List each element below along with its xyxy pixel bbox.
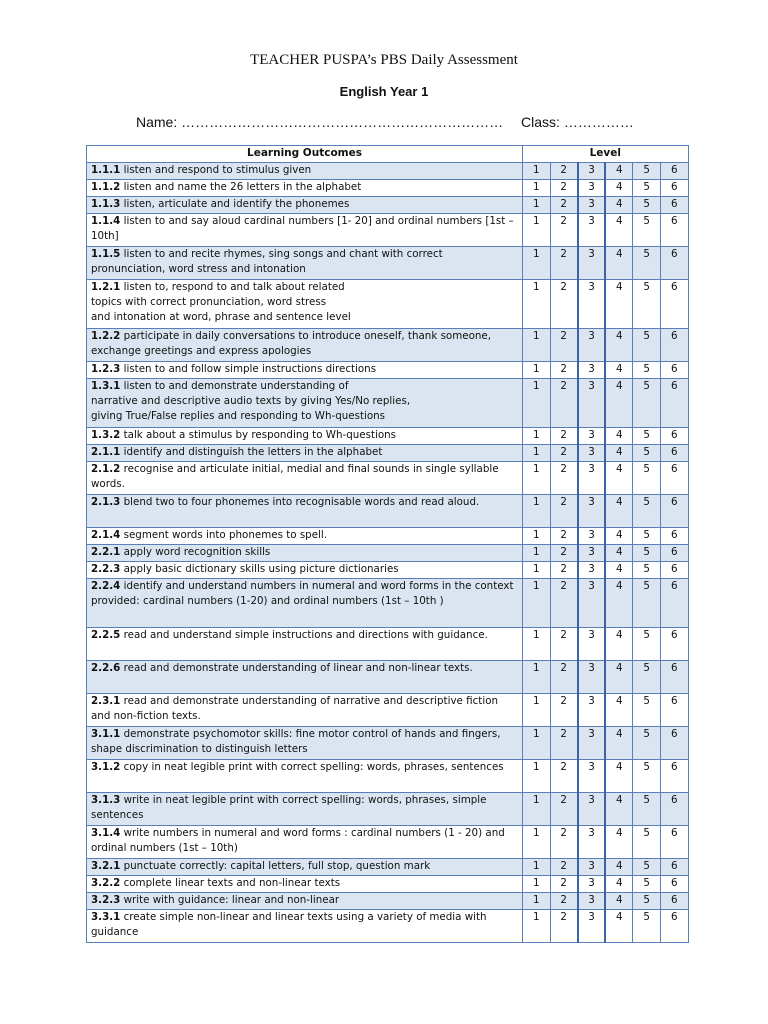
- level-cell-3[interactable]: 3: [578, 628, 606, 661]
- outcome-cell: [87, 793, 523, 826]
- outcome-text: identify and understand numbers in numeral and word forms in the context provided: cardinal numbers (1-20) and ordinal numbers (1st – 10th ): [91, 580, 514, 607]
- level-cell-1[interactable]: 1: [523, 727, 551, 760]
- level-cell-2[interactable]: 2: [550, 197, 578, 214]
- level-cell-5[interactable]: 5: [633, 545, 661, 562]
- level-cell-5[interactable]: 5: [633, 876, 661, 893]
- level-cell-3[interactable]: 3: [578, 876, 606, 893]
- outcome-cell: [87, 562, 523, 579]
- outcome-cell: [87, 579, 523, 628]
- level-cell-1[interactable]: 1: [523, 760, 551, 793]
- outcome-code: 2.2.5: [91, 629, 121, 641]
- header-level: Level: [523, 146, 689, 163]
- level-cell-1[interactable]: 1: [523, 661, 551, 694]
- table-row: [87, 562, 689, 579]
- level-cell-6[interactable]: 6: [660, 495, 688, 528]
- outcome-text: listen to, respond to and talk about related topics with correct pronunciation, word stress and intonation at word, phrase and sentence level: [91, 281, 351, 323]
- level-cell-6[interactable]: 6: [660, 694, 688, 727]
- outcome-code: 3.2.2: [91, 877, 121, 889]
- level-cell-4[interactable]: 4: [605, 462, 633, 495]
- level-cell-3[interactable]: 3: [578, 893, 606, 910]
- outcome-text: listen, articulate and identify the phonemes: [120, 198, 350, 210]
- level-cell-5[interactable]: 5: [633, 280, 661, 329]
- level-cell-6[interactable]: 6: [660, 528, 688, 545]
- level-cell-6[interactable]: 6: [660, 661, 688, 694]
- level-cell-5[interactable]: 5: [633, 445, 661, 462]
- outcome-text: participate in daily conversations to introduce oneself, thank someone, exchange greetings and express apologies: [91, 330, 492, 357]
- table-row: [87, 445, 689, 462]
- level-cell-5[interactable]: 5: [633, 727, 661, 760]
- level-cell-1[interactable]: 1: [523, 362, 551, 379]
- outcome-cell: [87, 163, 523, 180]
- level-cell-3[interactable]: 3: [578, 329, 606, 362]
- level-cell-2[interactable]: 2: [550, 661, 578, 694]
- level-cell-1[interactable]: 1: [523, 180, 551, 197]
- level-cell-6[interactable]: 6: [660, 445, 688, 462]
- class-dots: ……………: [563, 114, 634, 130]
- level-cell-1[interactable]: 1: [523, 214, 551, 247]
- level-cell-3[interactable]: 3: [578, 694, 606, 727]
- level-cell-3[interactable]: 3: [578, 859, 606, 876]
- level-cell-4[interactable]: 4: [605, 247, 633, 280]
- outcome-text: write numbers in numeral and word forms : cardinal numbers (1 - 20) and ordinal numbers (1st – 10th): [91, 827, 505, 854]
- level-cell-4[interactable]: 4: [605, 545, 633, 562]
- level-cell-3[interactable]: 3: [578, 579, 606, 628]
- outcome-code: 1.1.2: [91, 181, 121, 193]
- level-cell-6[interactable]: 6: [660, 197, 688, 214]
- outcome-cell: [87, 760, 523, 793]
- level-cell-3[interactable]: 3: [578, 826, 606, 859]
- level-cell-6[interactable]: 6: [660, 628, 688, 661]
- outcome-code: 1.3.1: [91, 380, 121, 392]
- level-cell-1[interactable]: 1: [523, 247, 551, 280]
- table-row: [87, 661, 689, 694]
- name-class-line: [136, 114, 696, 130]
- outcome-code: 3.2.1: [91, 860, 121, 872]
- level-cell-4[interactable]: 4: [605, 362, 633, 379]
- level-cell-2[interactable]: 2: [550, 528, 578, 545]
- level-cell-3[interactable]: 3: [578, 495, 606, 528]
- table-row: [87, 760, 689, 793]
- outcome-text: apply basic dictionary skills using picture dictionaries: [120, 563, 399, 575]
- level-cell-3[interactable]: 3: [578, 180, 606, 197]
- outcome-text: recognise and articulate initial, medial and final sounds in single syllable words.: [91, 463, 499, 490]
- table-row: [87, 362, 689, 379]
- level-cell-4[interactable]: 4: [605, 579, 633, 628]
- level-cell-1[interactable]: 1: [523, 893, 551, 910]
- level-cell-1[interactable]: 1: [523, 694, 551, 727]
- outcome-cell: [87, 214, 523, 247]
- level-cell-4[interactable]: 4: [605, 379, 633, 428]
- outcome-code: 3.1.1: [91, 728, 121, 740]
- table-row: [87, 876, 689, 893]
- level-cell-1[interactable]: 1: [523, 462, 551, 495]
- outcome-code: 2.2.6: [91, 662, 121, 674]
- outcome-code: 3.3.1: [91, 911, 121, 923]
- level-cell-6[interactable]: 6: [660, 910, 688, 943]
- table-row: [87, 910, 689, 943]
- outcome-cell: [87, 893, 523, 910]
- level-cell-3[interactable]: 3: [578, 793, 606, 826]
- outcome-code: 2.2.1: [91, 546, 121, 558]
- level-cell-2[interactable]: 2: [550, 462, 578, 495]
- level-cell-3[interactable]: 3: [578, 462, 606, 495]
- outcome-code: 2.2.4: [91, 580, 121, 592]
- level-cell-1[interactable]: 1: [523, 859, 551, 876]
- level-cell-2[interactable]: 2: [550, 362, 578, 379]
- level-cell-1[interactable]: 1: [523, 445, 551, 462]
- outcome-code: 1.2.3: [91, 363, 121, 375]
- outcome-text: listen and name the 26 letters in the alphabet: [120, 181, 362, 193]
- outcome-cell: [87, 379, 523, 428]
- level-cell-5[interactable]: 5: [633, 163, 661, 180]
- level-cell-2[interactable]: 2: [550, 826, 578, 859]
- level-cell-6[interactable]: 6: [660, 163, 688, 180]
- level-cell-6[interactable]: 6: [660, 562, 688, 579]
- outcome-cell: [87, 727, 523, 760]
- level-cell-5[interactable]: 5: [633, 579, 661, 628]
- level-cell-6[interactable]: 6: [660, 826, 688, 859]
- level-cell-1[interactable]: 1: [523, 545, 551, 562]
- outcome-text: read and demonstrate understanding of linear and non-linear texts.: [120, 662, 473, 674]
- outcome-code: 1.2.1: [91, 281, 121, 293]
- level-cell-5[interactable]: 5: [633, 495, 661, 528]
- level-cell-3[interactable]: 3: [578, 379, 606, 428]
- level-cell-6[interactable]: 6: [660, 329, 688, 362]
- level-cell-2[interactable]: 2: [550, 280, 578, 329]
- level-cell-6[interactable]: 6: [660, 893, 688, 910]
- name-dots: ……………………………………………………………: [181, 114, 504, 130]
- level-cell-4[interactable]: 4: [605, 661, 633, 694]
- level-cell-5[interactable]: 5: [633, 247, 661, 280]
- level-cell-2[interactable]: 2: [550, 545, 578, 562]
- table-row: [87, 163, 689, 180]
- level-cell-5[interactable]: 5: [633, 197, 661, 214]
- level-cell-2[interactable]: 2: [550, 428, 578, 445]
- learning-outcomes-table: [86, 145, 689, 943]
- level-cell-5[interactable]: 5: [633, 910, 661, 943]
- level-cell-4[interactable]: 4: [605, 163, 633, 180]
- level-cell-4[interactable]: 4: [605, 445, 633, 462]
- level-cell-1[interactable]: 1: [523, 826, 551, 859]
- level-cell-5[interactable]: 5: [633, 214, 661, 247]
- outcome-code: 3.1.4: [91, 827, 121, 839]
- outcome-code: 1.1.5: [91, 248, 121, 260]
- outcome-cell: [87, 462, 523, 495]
- level-cell-3[interactable]: 3: [578, 445, 606, 462]
- level-cell-2[interactable]: 2: [550, 163, 578, 180]
- level-cell-5[interactable]: 5: [633, 379, 661, 428]
- table-row: [87, 214, 689, 247]
- level-cell-2[interactable]: 2: [550, 379, 578, 428]
- level-cell-3[interactable]: 3: [578, 247, 606, 280]
- outcome-code: 2.1.4: [91, 529, 121, 541]
- level-cell-6[interactable]: 6: [660, 379, 688, 428]
- outcome-code: 1.1.1: [91, 164, 121, 176]
- outcome-cell: [87, 528, 523, 545]
- outcome-code: 3.2.3: [91, 894, 121, 906]
- outcome-code: 2.1.2: [91, 463, 121, 475]
- level-cell-3[interactable]: 3: [578, 280, 606, 329]
- level-cell-6[interactable]: 6: [660, 579, 688, 628]
- level-cell-1[interactable]: 1: [523, 428, 551, 445]
- table-row: [87, 859, 689, 876]
- level-cell-3[interactable]: 3: [578, 214, 606, 247]
- outcome-cell: [87, 694, 523, 727]
- level-cell-2[interactable]: 2: [550, 247, 578, 280]
- outcome-text: blend two to four phonemes into recognisable words and read aloud.: [120, 496, 480, 508]
- level-cell-2[interactable]: 2: [550, 760, 578, 793]
- level-cell-4[interactable]: 4: [605, 910, 633, 943]
- outcome-text: apply word recognition skills: [120, 546, 271, 558]
- table-row: [87, 793, 689, 826]
- outcome-code: 1.2.2: [91, 330, 121, 342]
- outcome-code: 1.1.3: [91, 198, 121, 210]
- outcome-text: read and demonstrate understanding of narrative and descriptive fiction and non-fiction texts.: [91, 695, 499, 722]
- level-cell-1[interactable]: 1: [523, 628, 551, 661]
- level-cell-6[interactable]: 6: [660, 727, 688, 760]
- outcome-cell: [87, 247, 523, 280]
- table-row: [87, 528, 689, 545]
- table-row: [87, 280, 689, 329]
- level-cell-2[interactable]: 2: [550, 694, 578, 727]
- level-cell-3[interactable]: 3: [578, 661, 606, 694]
- outcome-text: listen to and say aloud cardinal numbers [1- 20] and ordinal numbers [1st – 10th]: [91, 215, 514, 242]
- level-cell-4[interactable]: 4: [605, 628, 633, 661]
- level-cell-3[interactable]: 3: [578, 562, 606, 579]
- level-cell-2[interactable]: 2: [550, 727, 578, 760]
- level-cell-2[interactable]: 2: [550, 495, 578, 528]
- name-label: Name:: [136, 114, 178, 130]
- level-cell-5[interactable]: 5: [633, 661, 661, 694]
- table-row: [87, 180, 689, 197]
- level-cell-4[interactable]: 4: [605, 495, 633, 528]
- outcome-cell: [87, 445, 523, 462]
- level-cell-3[interactable]: 3: [578, 545, 606, 562]
- table-row: [87, 694, 689, 727]
- level-cell-5[interactable]: 5: [633, 859, 661, 876]
- level-cell-4[interactable]: 4: [605, 760, 633, 793]
- level-cell-2[interactable]: 2: [550, 180, 578, 197]
- level-cell-6[interactable]: 6: [660, 280, 688, 329]
- level-cell-3[interactable]: 3: [578, 760, 606, 793]
- level-cell-4[interactable]: 4: [605, 280, 633, 329]
- level-cell-5[interactable]: 5: [633, 329, 661, 362]
- outcome-text: listen to and recite rhymes, sing songs and chant with correct pronunciation, word stress and intonation: [91, 248, 443, 275]
- level-cell-5[interactable]: 5: [633, 694, 661, 727]
- level-cell-4[interactable]: 4: [605, 793, 633, 826]
- outcome-code: 1.1.4: [91, 215, 121, 227]
- level-cell-4[interactable]: 4: [605, 562, 633, 579]
- outcome-cell: [87, 362, 523, 379]
- outcome-text: demonstrate psychomotor skills: fine motor control of hands and fingers, shape discrimination to distinguish letters: [91, 728, 501, 755]
- level-cell-5[interactable]: 5: [633, 826, 661, 859]
- table-row: [87, 893, 689, 910]
- level-cell-2[interactable]: 2: [550, 876, 578, 893]
- level-cell-6[interactable]: 6: [660, 247, 688, 280]
- class-label: Class:: [521, 114, 560, 130]
- outcomes-body: [87, 163, 689, 943]
- level-cell-5[interactable]: 5: [633, 628, 661, 661]
- level-cell-4[interactable]: 4: [605, 727, 633, 760]
- level-cell-2[interactable]: 2: [550, 329, 578, 362]
- level-cell-5[interactable]: 5: [633, 893, 661, 910]
- table-row: [87, 545, 689, 562]
- level-cell-4[interactable]: 4: [605, 214, 633, 247]
- table-row: [87, 428, 689, 445]
- outcome-text: create simple non-linear and linear texts using a variety of media with guidance: [91, 911, 487, 938]
- level-cell-2[interactable]: 2: [550, 859, 578, 876]
- table-row: [87, 247, 689, 280]
- level-cell-1[interactable]: 1: [523, 910, 551, 943]
- table-row: [87, 628, 689, 661]
- level-cell-4[interactable]: 4: [605, 329, 633, 362]
- level-cell-5[interactable]: 5: [633, 180, 661, 197]
- level-cell-6[interactable]: 6: [660, 545, 688, 562]
- level-cell-4[interactable]: 4: [605, 893, 633, 910]
- level-cell-4[interactable]: 4: [605, 859, 633, 876]
- outcome-cell: [87, 280, 523, 329]
- level-cell-1[interactable]: 1: [523, 163, 551, 180]
- level-cell-3[interactable]: 3: [578, 428, 606, 445]
- level-cell-2[interactable]: 2: [550, 628, 578, 661]
- outcome-text: listen and respond to stimulus given: [120, 164, 312, 176]
- level-cell-2[interactable]: 2: [550, 445, 578, 462]
- level-cell-4[interactable]: 4: [605, 428, 633, 445]
- table-row: [87, 727, 689, 760]
- level-cell-5[interactable]: 5: [633, 462, 661, 495]
- level-cell-6[interactable]: 6: [660, 462, 688, 495]
- outcome-cell: [87, 910, 523, 943]
- level-cell-6[interactable]: 6: [660, 859, 688, 876]
- outcome-text: segment words into phonemes to spell.: [120, 529, 328, 541]
- header-learning-outcomes: Learning Outcomes: [87, 146, 523, 163]
- level-cell-4[interactable]: 4: [605, 528, 633, 545]
- outcome-cell: [87, 495, 523, 528]
- table-row: [87, 197, 689, 214]
- table-row: [87, 826, 689, 859]
- level-cell-3[interactable]: 3: [578, 528, 606, 545]
- level-cell-1[interactable]: 1: [523, 329, 551, 362]
- level-cell-2[interactable]: 2: [550, 579, 578, 628]
- level-cell-5[interactable]: 5: [633, 760, 661, 793]
- level-cell-2[interactable]: 2: [550, 214, 578, 247]
- level-cell-6[interactable]: 6: [660, 214, 688, 247]
- level-cell-1[interactable]: 1: [523, 197, 551, 214]
- level-cell-1[interactable]: 1: [523, 280, 551, 329]
- level-cell-3[interactable]: 3: [578, 362, 606, 379]
- level-cell-1[interactable]: 1: [523, 528, 551, 545]
- level-cell-2[interactable]: 2: [550, 562, 578, 579]
- outcome-text: write in neat legible print with correct spelling: words, phrases, simple sentences: [91, 794, 487, 821]
- page-title: TEACHER PUSPA’s PBS Daily Assessment: [250, 52, 518, 68]
- outcome-cell: [87, 545, 523, 562]
- level-cell-5[interactable]: 5: [633, 793, 661, 826]
- outcome-cell: [87, 197, 523, 214]
- level-cell-4[interactable]: 4: [605, 876, 633, 893]
- level-cell-1[interactable]: 1: [523, 793, 551, 826]
- level-cell-6[interactable]: 6: [660, 428, 688, 445]
- page-subtitle: English Year 1: [339, 84, 429, 99]
- level-cell-6[interactable]: 6: [660, 876, 688, 893]
- outcome-code: 3.1.2: [91, 761, 121, 773]
- level-cell-5[interactable]: 5: [633, 562, 661, 579]
- level-cell-5[interactable]: 5: [633, 362, 661, 379]
- level-cell-2[interactable]: 2: [550, 910, 578, 943]
- outcome-cell: [87, 180, 523, 197]
- outcome-cell: [87, 329, 523, 362]
- outcome-code: 1.3.2: [91, 429, 121, 441]
- outcome-text: listen to and follow simple instructions directions: [120, 363, 377, 375]
- level-cell-1[interactable]: 1: [523, 495, 551, 528]
- level-cell-6[interactable]: 6: [660, 793, 688, 826]
- outcome-text: read and understand simple instructions and directions with guidance.: [120, 629, 488, 641]
- level-cell-6[interactable]: 6: [660, 362, 688, 379]
- table-row: [87, 495, 689, 528]
- outcome-code: 3.1.3: [91, 794, 121, 806]
- outcome-code: 2.1.3: [91, 496, 121, 508]
- level-cell-4[interactable]: 4: [605, 826, 633, 859]
- outcome-cell: [87, 876, 523, 893]
- outcome-text: identify and distinguish the letters in the alphabet: [120, 446, 383, 458]
- table-row: [87, 579, 689, 628]
- outcome-code: 2.1.1: [91, 446, 121, 458]
- level-cell-1[interactable]: 1: [523, 579, 551, 628]
- level-cell-4[interactable]: 4: [605, 197, 633, 214]
- outcome-code: 2.2.3: [91, 563, 121, 575]
- level-cell-1[interactable]: 1: [523, 562, 551, 579]
- outcome-text: copy in neat legible print with correct spelling: words, phrases, sentences: [120, 761, 504, 773]
- outcome-cell: [87, 428, 523, 445]
- outcome-text: write with guidance: linear and non-linear: [120, 894, 340, 906]
- level-cell-3[interactable]: 3: [578, 910, 606, 943]
- level-cell-3[interactable]: 3: [578, 197, 606, 214]
- outcome-code: 2.3.1: [91, 695, 121, 707]
- level-cell-1[interactable]: 1: [523, 379, 551, 428]
- level-cell-3[interactable]: 3: [578, 163, 606, 180]
- outcome-text: listen to and demonstrate understanding of narrative and descriptive audio texts by giving Yes/No replies, giving True/False replies and responding to Wh-questions: [91, 380, 411, 422]
- level-cell-6[interactable]: 6: [660, 180, 688, 197]
- outcome-cell: [87, 661, 523, 694]
- level-cell-3[interactable]: 3: [578, 727, 606, 760]
- level-cell-1[interactable]: 1: [523, 876, 551, 893]
- outcome-cell: [87, 826, 523, 859]
- level-cell-5[interactable]: 5: [633, 428, 661, 445]
- outcome-cell: [87, 859, 523, 876]
- level-cell-4[interactable]: 4: [605, 694, 633, 727]
- outcome-text: punctuate correctly: capital letters, full stop, question mark: [120, 860, 431, 872]
- level-cell-5[interactable]: 5: [633, 528, 661, 545]
- level-cell-4[interactable]: 4: [605, 180, 633, 197]
- level-cell-2[interactable]: 2: [550, 893, 578, 910]
- level-cell-6[interactable]: 6: [660, 760, 688, 793]
- table-row: [87, 329, 689, 362]
- table-row: [87, 379, 689, 428]
- level-cell-2[interactable]: 2: [550, 793, 578, 826]
- outcome-text: complete linear texts and non-linear texts: [120, 877, 341, 889]
- outcome-cell: [87, 628, 523, 661]
- table-row: [87, 462, 689, 495]
- outcome-text: talk about a stimulus by responding to Wh-questions: [120, 429, 397, 441]
